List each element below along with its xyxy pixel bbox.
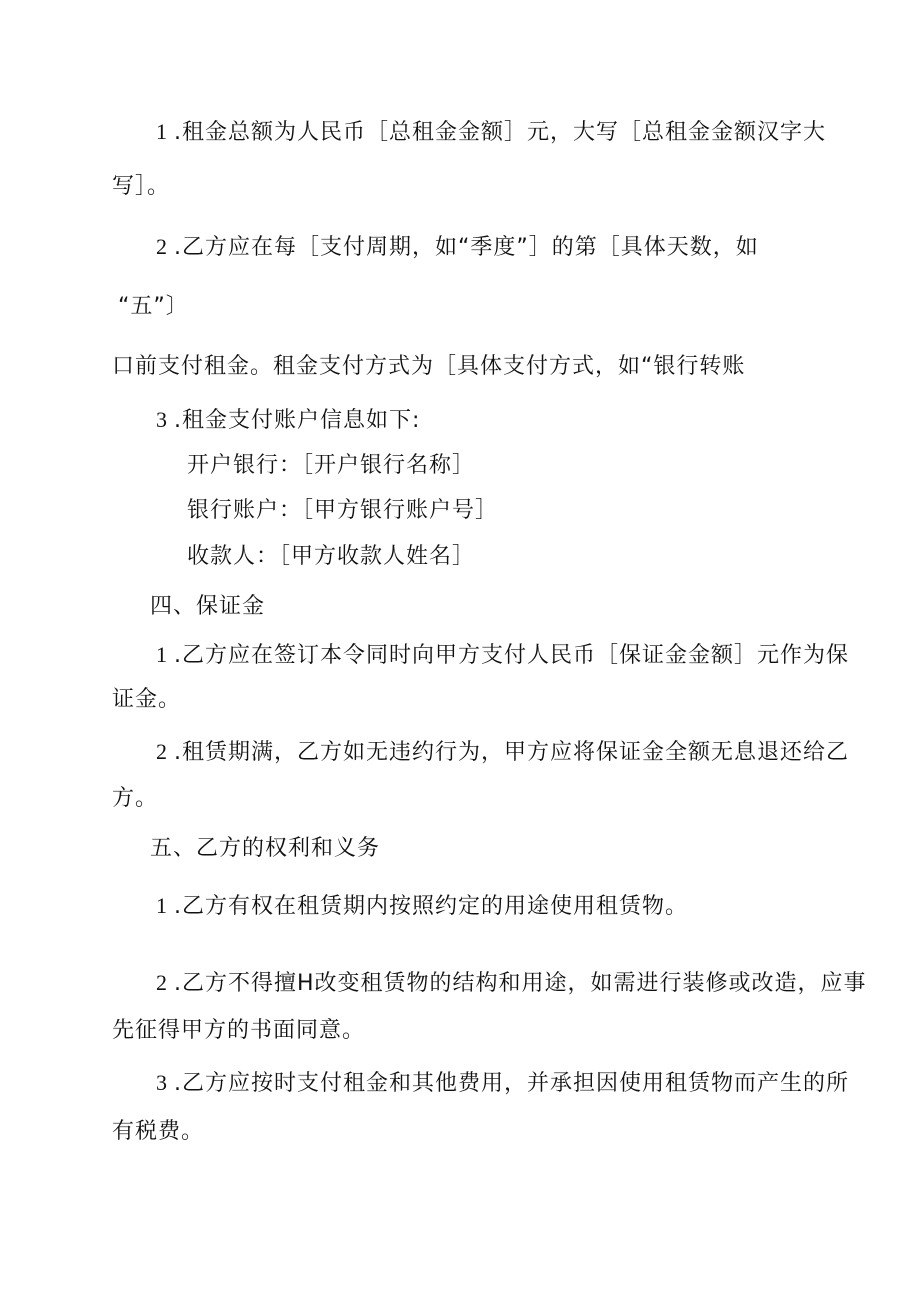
rent-item-2-line-2: “五”〕 [118,294,189,319]
deposit-item-1-number: 1 [156,642,168,667]
rent-item-2-text: .乙方应在每［支付周期，如“季度”］的第［具体天数，如 [174,235,759,260]
bank-account-line: 银行账户：［甲方银行账户号］ [187,498,499,523]
bank-name-line: 开户银行：［开户银行名称］ [187,453,476,478]
rent-item-3-text: .租金支付账户信息如下: [174,408,421,433]
rights-item-2-line-1 [156,968,867,999]
rights-item-3-line-2: 有税费。 [112,1119,205,1144]
rent-item-2-line-1 [156,232,759,263]
rent-item-1-line-2: 写］。 [112,174,171,199]
rights-item-3-text: .乙方应按时支付租金和其他费用，并承担因使用租赁物而产生的所 [174,1071,849,1096]
deposit-heading: 四、保证金 [150,594,266,619]
deposit-item-1-text: .乙方应在签订本令同时向甲方支付人民币［保证金金额］元作为保 [174,643,849,668]
rights-heading: 五、乙方的权利和义务 [150,836,381,861]
rent-item-3-line-1 [156,405,420,436]
deposit-item-1-line-2: 证金。 [112,687,182,712]
rent-item-1-line-1 [156,117,826,148]
deposit-item-2-text: .租赁期满，乙方如无违约行为，甲方应将保证金全额无息退还给乙 [174,740,849,765]
rent-item-2-number: 2 [156,234,168,259]
deposit-item-2-number: 2 [156,739,168,764]
rights-item-3-line-1 [156,1068,849,1099]
rights-item-1-text: .乙方有权在租赁期内按照约定的用途使用租赁物。 [174,894,688,919]
rent-item-1-number: 1 [156,119,168,144]
rent-item-2-line-3: 口前支付租金。租金支付方式为［具体支付方式，如“银行转账 [112,354,746,379]
rent-item-1-text: .租金总额为人民币［总租金金额］元，大写［总租金金额汉字大 [174,120,826,145]
rights-item-1-line-1 [156,891,688,922]
deposit-item-2-line-1 [156,737,849,768]
rights-item-3-number: 3 [156,1070,168,1095]
rent-item-3-number: 3 [156,407,168,432]
deposit-item-1-line-1 [156,640,849,671]
rights-item-2-text: .乙方不得擅H改变租赁物的结构和用途，如需进行装修或改造，应事 [174,971,867,996]
deposit-item-2-line-2: 方。 [112,786,159,811]
rights-item-1-number: 1 [156,893,168,918]
rights-item-2-number: 2 [156,970,168,995]
rights-item-2-line-2: 先征得甲方的书面同意。 [112,1018,366,1043]
payee-line: 收款人：［甲方收款人姓名］ [187,544,476,569]
